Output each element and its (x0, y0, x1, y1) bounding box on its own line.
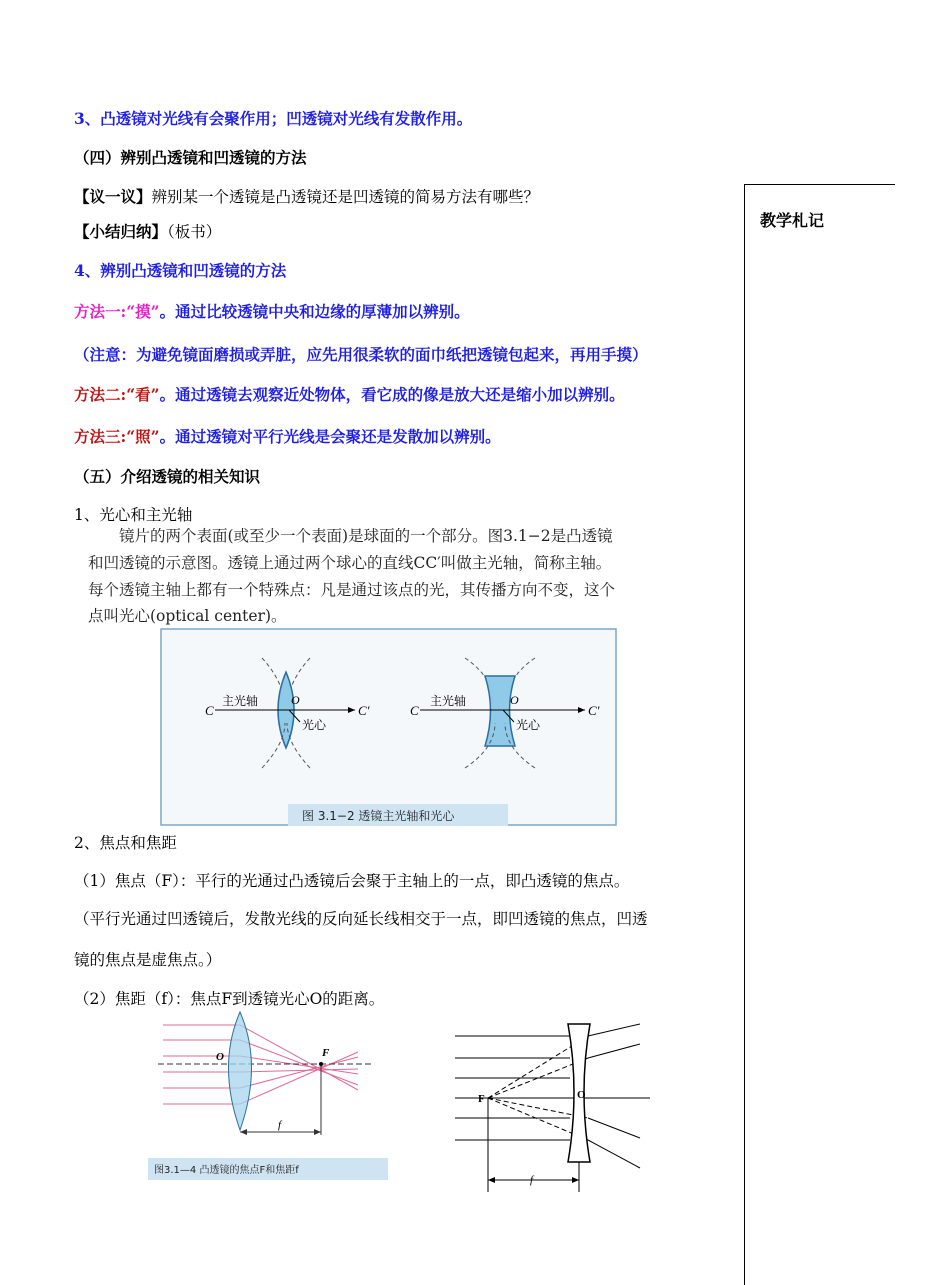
subheading-focus: 2、焦点和焦距 (74, 834, 177, 852)
notes-column (744, 184, 895, 1285)
discussion-line (74, 187, 539, 207)
focal-length-definition: （2）焦距（f）：焦点F到透镜光心O的距离。 (74, 990, 385, 1008)
method-1-label: 方法一:“摸” (74, 302, 160, 321)
method-3-label: 方法三:“照” (74, 427, 160, 446)
lens-o-label: O (216, 1051, 224, 1063)
section-heading-5: （五）介绍透镜的相关知识 (74, 467, 261, 486)
focal-arrow-left (488, 1177, 495, 1183)
notes-title: 教学札记 (760, 211, 825, 230)
focus-f-label: F (322, 1047, 330, 1059)
figure-caption: 图 3.1−2 透镜主光轴和光心 (302, 809, 455, 823)
method-3 (74, 427, 501, 447)
figure-concave-focus (450, 1020, 660, 1195)
textbook-line-1: 镜片的两个表面(或至少一个表面)是球面的一个部分。图3.1−2是凸透镜 (119, 527, 613, 545)
discussion-question: 辨别某一个透镜是凸透镜还是凹透镜的简易方法有哪些？ (151, 188, 540, 206)
method-1-text: 。通过比较透镜中央和边缘的厚薄加以辨别。 (159, 302, 470, 321)
focal-arrow-left (240, 1129, 247, 1135)
textbook-line-4: 点叫光心(optical center)。 (88, 607, 287, 625)
discussion-tag: 【议一议】 (74, 187, 152, 206)
concave-focus-note-1: （平行光通过凹透镜后，发散光线的反向延长线相交于一点，即凹透镜的焦点，凹透 (74, 910, 648, 928)
caution-note: （注意：为避免镜面磨损或弄脏，应先用很柔软的面巾纸把透镜包起来，再用手摸） (74, 345, 648, 364)
method-2-label: 方法二:“看” (74, 385, 160, 404)
convex-c2-label: C′ (358, 703, 370, 718)
figure-frame (161, 629, 616, 825)
textbook-line-2: 和凹透镜的示意图。透镜上通过两个球心的直线CC′叫做主光轴，简称主轴。 (88, 554, 612, 572)
figure-caption: 图3.1—4 凸透镜的焦点F和焦距f (154, 1165, 299, 1176)
method-heading: 4、辨别凸透镜和凹透镜的方法 (74, 261, 287, 280)
method-1 (74, 302, 470, 322)
focus-f-label: F (478, 1093, 485, 1105)
section-heading-4: （四）辨别凸透镜和凹透镜的方法 (74, 148, 307, 167)
concave-focus-note-2: 镜的焦点是虚焦点。） (74, 951, 222, 969)
statement-lens-effects: 3、凸透镜对光线有会聚作用；凹透镜对光线有发散作用。 (74, 109, 473, 128)
subheading-optical-center: 1、光心和主光轴 (74, 506, 193, 524)
method-3-text: 。通过透镜对平行光线是会聚还是发散加以辨别。 (159, 427, 501, 446)
concave-o-label: O (510, 693, 519, 707)
method-2 (74, 385, 625, 405)
focal-length-label: f (530, 1174, 534, 1186)
textbook-line-3: 每个透镜主轴上都有一个特殊点：凡是通过该点的光，其传播方向不变，这个 (88, 581, 616, 599)
method-2-text: 。通过透镜去观察近处物体，看它成的像是放大还是缩小加以辨别。 (159, 385, 625, 404)
concave-c-label: C (410, 703, 419, 718)
figure-convex-focus (148, 1010, 393, 1182)
summary-note: （板书） (167, 223, 222, 241)
concave-center-label: 光心 (516, 718, 541, 732)
figure-lens-axis (160, 628, 618, 828)
concave-c2-label: C′ (588, 703, 600, 718)
focus-definition: （1）焦点（F）：平行的光通过凸透镜后会聚于主轴上的一点，即凸透镜的焦点。 (74, 872, 630, 890)
focus-point (319, 1062, 323, 1066)
summary-tag: 【小结归纳】 (74, 222, 168, 241)
focal-arrow-right (572, 1177, 579, 1183)
summary-line (74, 222, 221, 242)
convex-c-label: C (205, 703, 214, 718)
convex-axis-label: 主光轴 (222, 694, 259, 708)
lens-o-label: O (577, 1089, 586, 1101)
convex-center-label: 光心 (302, 718, 327, 732)
focal-length-label: f (278, 1119, 282, 1131)
focal-arrow-right (314, 1129, 321, 1135)
concave-axis-label: 主光轴 (430, 694, 467, 708)
convex-o-label: O (291, 693, 300, 707)
